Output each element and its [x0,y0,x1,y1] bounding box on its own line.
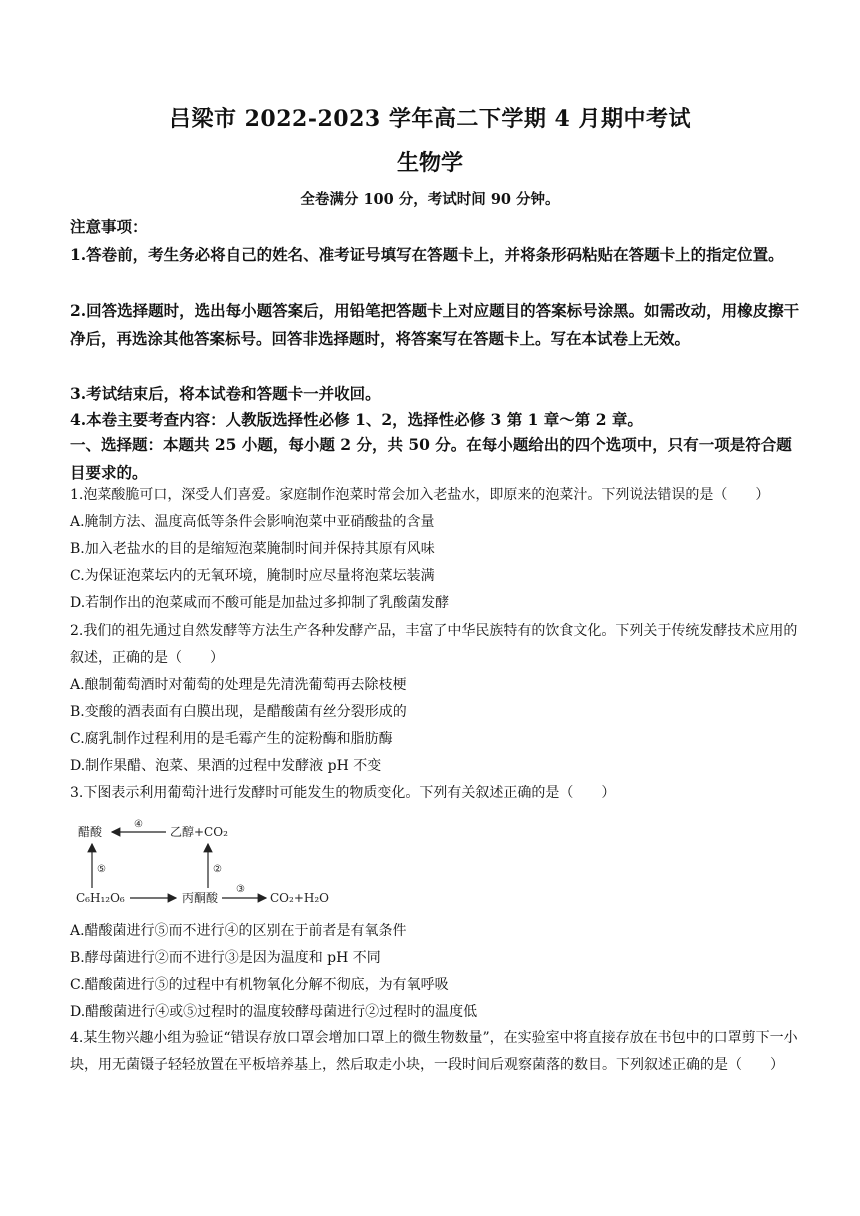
exam-subject: 生物学 [396,150,463,176]
exam-meta: 全卷满分 100 分，考试时间 90 分钟。 [300,191,560,208]
option-c: C.腐乳制作过程利用的是毛霉产生的淀粉酶和脂肪酶 [70,731,393,747]
option-d: D.醋酸菌进行④或⑤过程时的温度较酵母菌进行②过程时的温度低 [70,1004,478,1020]
option-a: A.醋酸菌进行⑤而不进行④的区别在于前者是有氧条件 [70,923,407,939]
option-c: C.为保证泡菜坛内的无氧环境，腌制时应尽量将泡菜坛装满 [70,568,435,584]
option-a: A.酿制葡萄酒时对葡萄的处理是先清洗葡萄再去除枝梗 [70,677,407,693]
option-b: B.酵母菌进行②而不进行③是因为温度和 pH 不同 [70,950,381,966]
label-step-5: ⑤ [97,864,106,875]
node-glucose: C₆H₁₂O₆ [76,891,125,905]
fermentation-diagram [70,812,350,912]
option-c: C.醋酸菌进行⑤的过程中有机物氧化分解不彻底，为有氧呼吸 [70,977,449,993]
notice-item-4: 4.本卷主要考查内容：人教版选择性必修 1、2，选择性必修 3 第 1 章～第 2 章。 [70,410,643,429]
option-d: D.若制作出的泡菜咸而不酸可能是加盐过多抑制了乳酸菌发酵 [70,595,450,611]
question-stem: 1.泡菜酸脆可口，深受人们喜爱。家庭制作泡菜时常会加入老盐水，即原来的泡菜汁。下列说法错误的是（ ） [70,487,770,503]
question-stem: 2.我们的祖先通过自然发酵等方法生产各种发酵产品，丰富了中华民族特有的饮食文化。下列关于传统发酵技术应用的叙述，正确的是（ ） [70,623,798,666]
question-stem: 3.下图表示利用葡萄汁进行发酵时可能发生的物质变化。下列有关叙述正确的是（ ） [70,785,616,801]
node-ethanol-co2: 乙醇+CO₂ [170,825,228,839]
question-1 [70,482,802,617]
question-2 [70,618,802,780]
node-pyruvate: 丙酮酸 [182,891,219,905]
notice-item-2: 2.回答选择题时，选出每小题答案后，用铅笔把答题卡上对应题目的答案标号涂黑。如需改动，用橡皮擦干净后，再选涂其他答案标号。回答非选择题时，将答案写在答题卡上。写在本试卷上无效。 [70,301,800,348]
question-3-options [70,918,802,1026]
question-3 [70,780,802,807]
notice-item-1: 1.答卷前，考生务必将自己的姓名、准考证号填写在答题卡上，并将条形码粘贴在答题卡上的指定位置。 [70,245,784,264]
option-a: A.腌制方法、温度高低等条件会影响泡菜中亚硝酸盐的含量 [70,514,435,530]
label-step-2: ② [213,864,222,875]
node-acetic-acid: 醋酸 [78,825,103,839]
section-heading: 一、选择题：本题共 25 小题，每小题 2 分，共 50 分。在每小题给出的四个选项中，只有一项是符合题目要求的。 [70,435,792,482]
option-b: B.变酸的酒表面有白膜出现，是醋酸菌有丝分裂形成的 [70,704,407,720]
question-4 [70,1025,802,1079]
question-stem: 4.某生物兴趣小组为验证“错误存放口罩会增加口罩上的微生物数量”，在实验室中将直接存放在书包中的口罩剪下一小块，用无菌镊子轻轻放置在平板培养基上，然后取走小块，一段时间后观察菌落的数目。下列叙述正确的是（ ） [70,1030,798,1073]
exam-title: 吕梁市 2022-2023 学年高二下学期 4 月期中考试 [168,106,692,132]
notice-heading: 注意事项： [70,217,148,236]
notice-item-3: 3.考试结束后，将本试卷和答题卡一并收回。 [70,384,381,403]
node-co2-h2o: CO₂+H₂O [270,891,329,905]
option-b: B.加入老盐水的目的是缩短泡菜腌制时间并保持其原有风味 [70,541,435,557]
label-step-3: ③ [236,884,245,895]
option-d: D.制作果醋、泡菜、果酒的过程中发酵液 pH 不变 [70,758,382,774]
label-step-4: ④ [134,819,143,830]
